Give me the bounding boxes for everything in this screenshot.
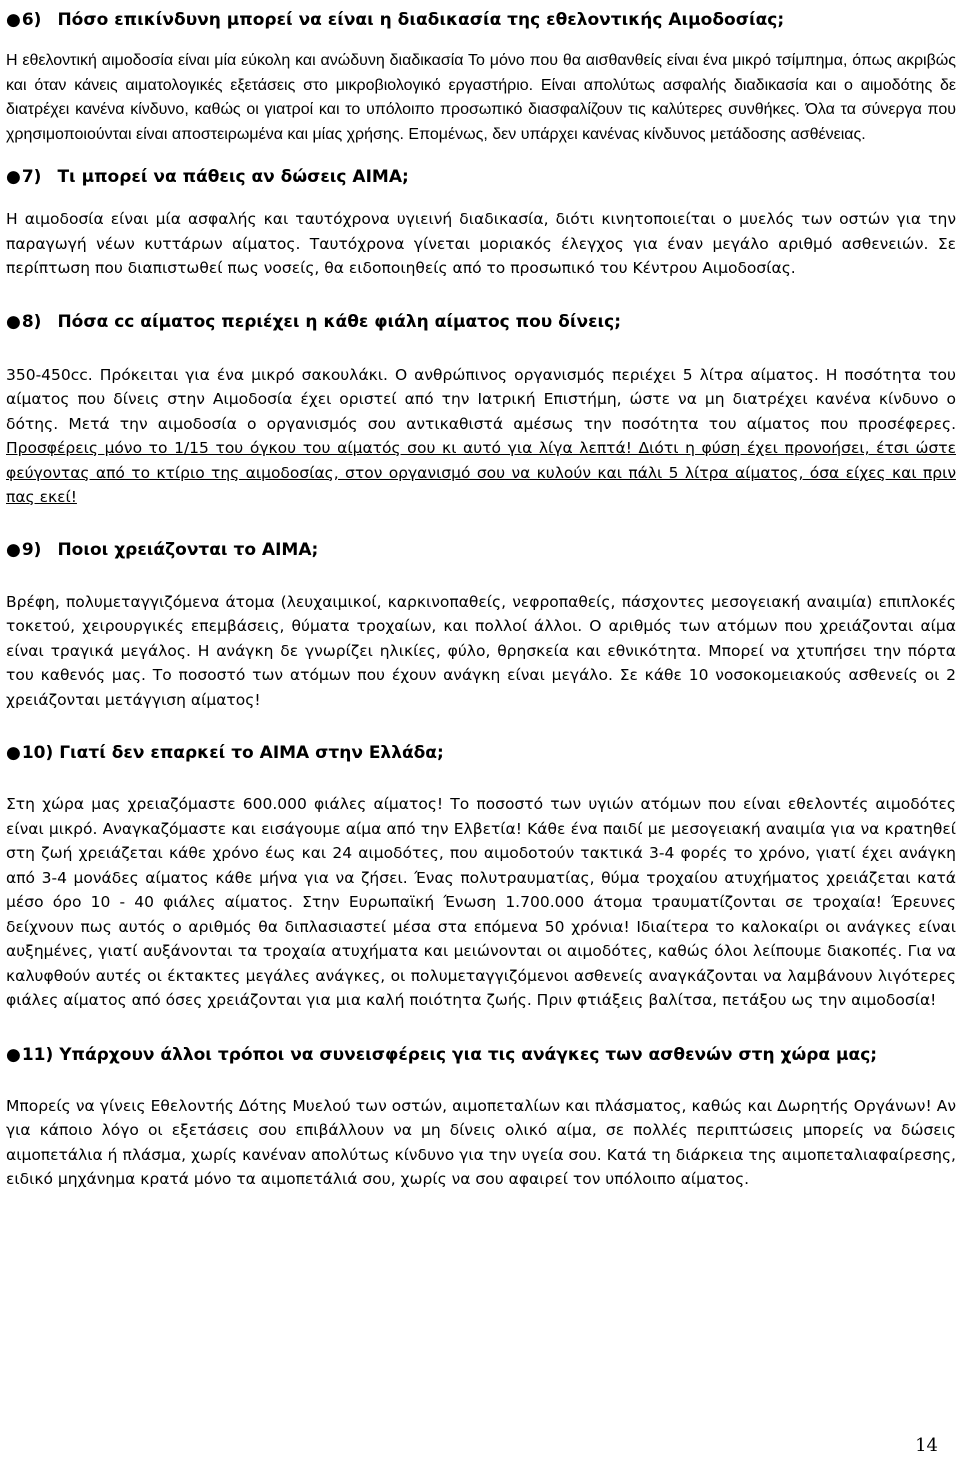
page-number: 14 [915,1435,938,1456]
section-paragraph: Η εθελοντική αιμοδοσία είναι μία εύκολη και ανώδυνη διαδικασία Το μόνο που θα αισθανθείς είναι ένα μικρό τσίμπημα, όπως ακριβώς και όταν κάνεις αιματολογικές εξετάσεις στο μικροβιολογικό εργαστήριο. Είναι απολύτως ασφαλής διαδικασία και ο αιμοδότης δε διατρέχει κανένα κίνδυνο, καθώς οι γιατροί και το υπόλοιπο προσωπικό διασφαλίζουν τις καλύτερες συνθήκες. Όλα τα σύνεργα που χρησιμοποιούνται είναι αποστειρωμένα και μίας χρήσης. Επομένως, δεν υπάρχει κανένας κίνδυνος μετάδοσης ασθένειας. [6,52,956,143]
section-heading [6,742,956,764]
section-paragraph: Μπορείς να γίνεις Εθελοντής Δότης Μυελού των οστών, αιμοπεταλίων και πλάσματος, καθώς και Δωρητής Οργάνων! Αν για κάποιο λόγο οι εξετάσεις σου επιβάλλουν να μη δίνεις ολικό αίμα, σε πολλές περιπτώσεις μπορείς να δώσεις αιμοπετάλια ή πλάσμα, χωρίς κανέναν απολύτως κίνδυνο για την υγεία σου. Κατά τη διάρκεια της αιμοπεταλιαφαίρεσης, ειδικό μηχάνημα κρατά μόνο τα αιμοπετάλιά σου, χωρίς να σου αφαιρεί τον υπόλοιπο αίματος. [6,1096,956,1188]
section-number: 10) [21,743,54,763]
section-heading [6,166,956,188]
section-7 [6,166,956,281]
section-8 [6,311,956,510]
section-number: 9) [21,539,42,560]
bullet-icon: ● [6,10,21,30]
section-11 [6,1044,956,1192]
section-number: 8) [21,311,42,332]
bullet-icon: ● [6,167,21,187]
section-9 [6,539,956,713]
document-page [6,0,956,1192]
bullet-icon: ● [6,743,21,763]
section-paragraph: Η αιμοδοσία είναι μία ασφαλής και ταυτόχρονα υγιεινή διαδικασία, διότι κινητοποιείται ο μυελός των οστών για την παραγωγή νέων κυττάρων αίματος. Ταυτόχρονα γίνεται μοριακός έλεγχος για έναν μεγάλο αριθμό ασθενειών. Σε περίπτωση που διαπιστωθεί πως νοσείς, θα ειδοποιηθείς από το προσωπικό του Κέντρου Αιμοδοσίας. [6,210,956,277]
section-title: Πόσα cc αίματος περιέχει η κάθε φιάλη αίματος που δίνεις; [57,311,622,332]
section-paragraph: Βρέφη, πολυμεταγγιζόμενα άτομα (λευχαιμικοί, καρκινοπαθείς, νεφροπαθείς, πάσχοντες μεσογειακή αναιμία) επιπλοκές τοκετού, χειρουργικές επεμβάσεις, θύματα τροχαίων, και πολλοί άλλοι. Ο αριθμός των ατόμων που χρειάζονται αίμα είναι τραγικά μεγάλος. Η ανάγκη δε γνωρίζει ηλικίες, φύλο, θρησκεία και εθνικότητα. Μπορεί να χτυπήσει την πόρτα του καθενός μας. Το ποσοστό των ατόμων που έχουν ανάγκη είναι μεγάλο. Σε κάθε 10 νοσοκομειακούς ασθενείς οι 2 χρειάζονται μετάγγιση αίματος! [6,592,956,709]
section-heading [6,9,956,31]
section-number: 7) [21,167,42,187]
section-title: Υπάρχουν άλλοι τρόποι να συνεισφέρεις για τις ανάγκες των ασθενών στη χώρα μας; [59,1044,878,1065]
section-paragraph [6,363,956,510]
section-heading [6,539,956,561]
section-title: Ποιοι χρειάζονται το ΑΙΜΑ; [57,539,319,560]
section-heading [6,1044,956,1066]
section-title: Πόσο επικίνδυνη μπορεί να είναι η διαδικασία της εθελοντικής Αιμοδοσίας; [57,10,785,30]
bullet-icon: ● [6,311,21,332]
section-number: 11) [21,1044,54,1065]
section-10 [6,742,956,1013]
section-paragraph: Στη χώρα μας χρειαζόμαστε 600.000 φιάλες αίματος! Το ποσοστό των υγιών ατόμων που είναι εθελοντές αιμοδότες είναι μικρό. Αναγκαζόμαστε και εισάγουμε αίμα από την Ελβετία! Κάθε ένα παιδί με μεσογειακή αναιμία για να κρατηθεί στη ζωή χρειάζεται κάθε χρόνο έως και 24 αιμοδότες, που αιμοδοτούν τακτικά 3-4 φορές το χρόνο, γιατί έχει ανάγκη από 3-4 μονάδες αίματος κάθε μήνα για να ζήσει. Ένας πολυτραυματίας, θύμα τροχαίου ατυχήματος χρειάζεται κατά μέσο όρο 10 - 40 φιάλες αίματος. Στην Ευρωπαϊκή Ένωση 1.700.000 άτομα τραυματίζονται σε τροχαία! Έρευνες δείχνουν πως αυτός ο αριθμός θα διπλασιαστεί μέσα στα επόμενα 50 χρόνια! Ιδιαίτερα το καλοκαίρι οι ανάγκες είναι αυξημένες, γιατί αυξάνονται τα τροχαία ατυχήματα και μειώνονται οι αιμοδότες, καθώς όλοι λείπουμε διακοπές. Για να καλυφθούν αυτές οι έκτακτες μεγάλες ανάγκες, οι πολυμεταγγιζόμενοι ασθενείς αναγκάζονται να λαμβάνουν λιγότερες φιάλες αίματος από όσες χρειάζονται για μια καλή ποιότητα ζωής. Πριν φτιάξεις βαλίτσα, πετάξου ως την αιμοδοσία! [6,795,956,1009]
underlined-text: Προσφέρεις μόνο το 1/15 του όγκου του αίματός σου κι αυτό για λίγα λεπτά! Διότι η φύση έχει προνοήσει, έτσι ώστε φεύγοντας από το κτίριο της αιμοδοσίας, στον οργανισμό σου να κυλούν και πάλι 5 λίτρα αίματος, όσα είχες και πριν πας εκεί! [6,439,956,506]
section-number: 6) [21,10,42,30]
paragraph-text: 350-450cc. Πρόκειται για ένα μικρό σακουλάκι. Ο ανθρώπινος οργανισμός περιέχει 5 λίτρα αίματος. Η ποσότητα του αίματος που δίνεις στην Αιμοδοσία έχει οριστεί από την Ιατρική Επιστήμη, ώστε να μη διατρέχει κανένα κίνδυνο ο δότης. Μετά την αιμοδοσία ο οργανισμός σου αντικαθιστά αμέσως την ποσότητα του αίματος που προσέφερες. [6,365,956,433]
section-6 [6,9,956,147]
section-title: Τι μπορεί να πάθεις αν δώσεις ΑΙΜΑ; [57,167,409,187]
bullet-icon: ● [6,1044,21,1065]
section-title: Γιατί δεν επαρκεί το ΑΙΜΑ στην Ελλάδα; [59,743,444,763]
section-heading [6,311,956,333]
bullet-icon: ● [6,539,21,560]
